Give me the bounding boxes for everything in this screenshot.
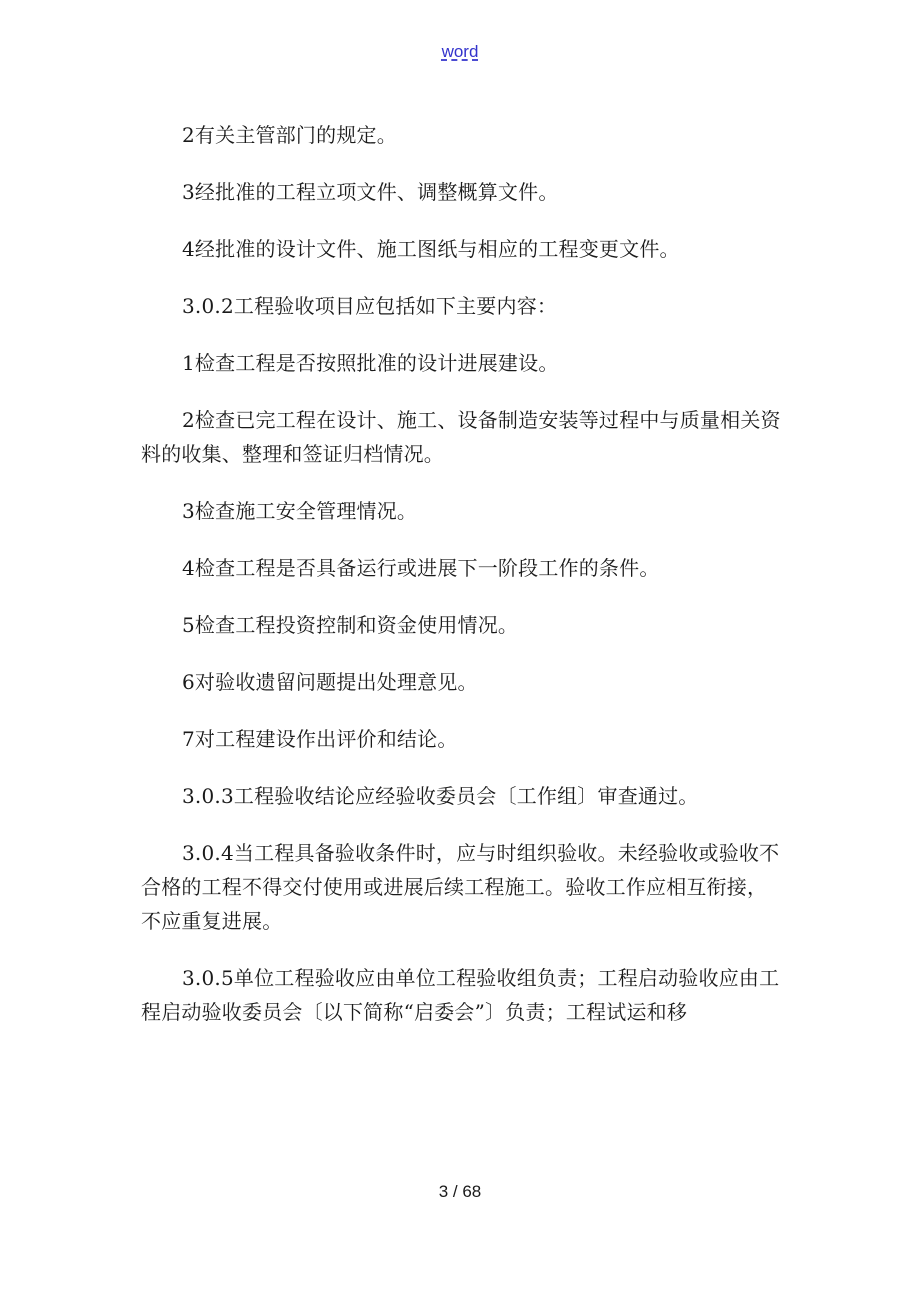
paragraph: 7对工程建设作出评价和结论。 — [182, 727, 458, 751]
paragraph: 1检查工程是否按照批准的设计进展建设。 — [182, 351, 559, 375]
paragraph: 2有关主管部门的规定。 — [182, 123, 397, 147]
paragraph: 3经批准的工程立项文件、调整概算文件。 — [182, 180, 559, 204]
paragraph: 3.0.4当工程具备验收条件时，应与时组织验收。未经验收或验收不合格的工程不得交付使用或进展后续工程施工。验收工作应相互衔接，不应重复进展。 — [141, 841, 780, 933]
page-header — [0, 40, 920, 64]
page-number: 3 / 68 — [438, 1182, 482, 1201]
paragraph: 4经批准的设计文件、施工图纸与相应的工程变更文件。 — [182, 237, 680, 261]
paragraph: 3.0.3工程验收结论应经验收委员会〔工作组〕审查通过。 — [182, 784, 699, 808]
word-link[interactable]: word — [441, 42, 479, 61]
paragraph: 2检查已完工程在设计、施工、设备制造安装等过程中与质量相关资料的收集、整理和签证归档情况。 — [141, 408, 781, 466]
paragraph: 3检查施工安全管理情况。 — [182, 499, 418, 523]
paragraph: 4检查工程是否具备运行或进展下一阶段工作的条件。 — [182, 556, 660, 580]
paragraph: 6对验收遗留问题提出处理意见。 — [182, 670, 478, 694]
paragraph: 3.0.5单位工程验收应由单位工程验收组负责；工程启动验收应由工程启动验收委员会〔以下简称“启委会”〕负责；工程试运和移 — [141, 966, 780, 1024]
paragraph: 5检查工程投资控制和资金使用情况。 — [182, 613, 519, 637]
paragraph: 3.0.2工程验收项目应包括如下主要内容： — [182, 294, 558, 318]
document-body — [141, 118, 786, 1029]
